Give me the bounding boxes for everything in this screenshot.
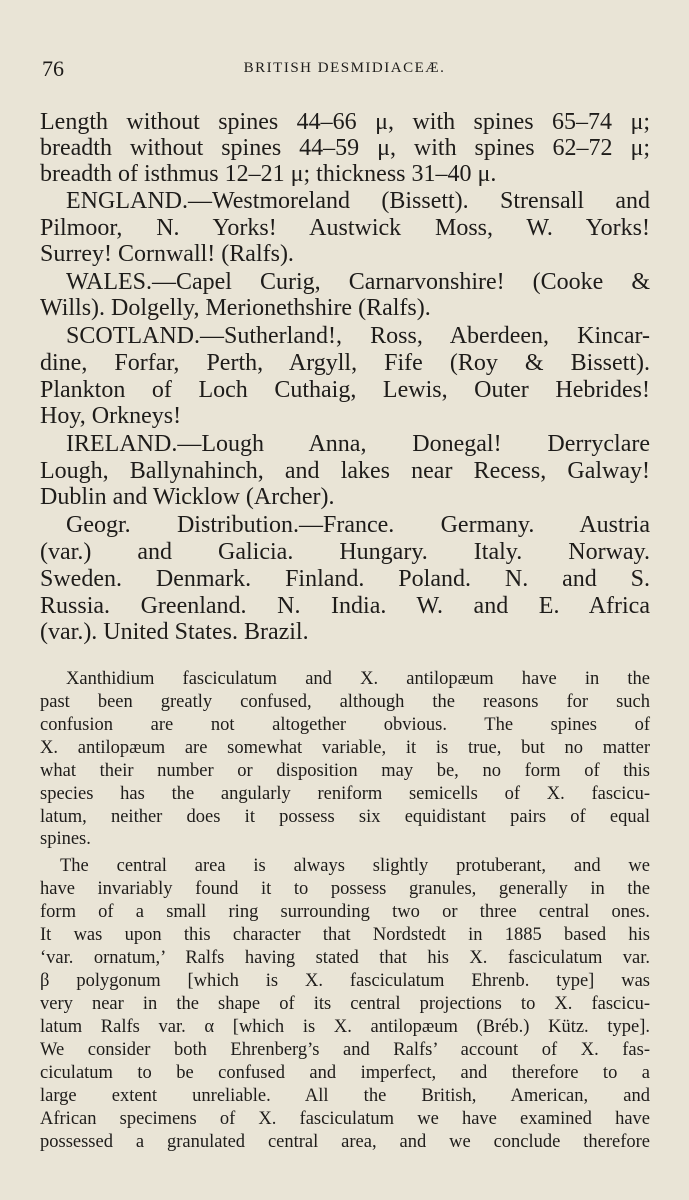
text-line: dine, Forfar, Perth, Argyll, Fife (Roy & Bissett). [40, 350, 650, 376]
text-line: IRELAND.—Lough Anna, Donegal! Derryclare [66, 431, 650, 457]
text-line: past been greatly confused, although the reasons for such [40, 692, 650, 712]
text-line: very near in the shape of its central projections to X. fascicu- [40, 994, 650, 1014]
page-header [0, 56, 689, 84]
text-line: possessed a granulated central area, and we conclude therefore [40, 1132, 650, 1152]
text-line: Surrey! Cornwall! (Ralfs). [40, 241, 294, 267]
text-line: latum, neither does it possess six equidistant pairs of equal [40, 807, 650, 827]
text-line: Russia. Greenland. N. India. W. and E. Africa [40, 593, 650, 619]
text-line: (var.) and Galicia. Hungary. Italy. Norway. [40, 539, 650, 565]
text-line: Geogr. Distribution.—France. Germany. Austria [66, 512, 650, 538]
page-number: 76 [42, 56, 64, 81]
text-line: WALES.—Capel Curig, Carnarvonshire! (Cooke & [66, 269, 650, 295]
text-line: what their number or disposition may be, no form of this [40, 761, 650, 781]
text-line: Wills). Dolgelly, Merionethshire (Ralfs). [40, 295, 431, 321]
text-line: breadth of isthmus 12–21 μ; thickness 31–40 μ. [40, 161, 497, 187]
text-line: Plankton of Loch Cuthaig, Lewis, Outer Hebrides! [40, 377, 650, 403]
text-line: Length without spines 44–66 μ, with spines 65–74 μ; [40, 109, 650, 135]
text-line: Sweden. Denmark. Finland. Poland. N. and S. [40, 566, 650, 592]
text-line: Lough, Ballynahinch, and lakes near Recess, Galway! [40, 458, 650, 484]
text-line: confusion are not altogether obvious. The spines of [40, 715, 650, 735]
text-line: Xanthidium fasciculatum and X. antilopæum have in the [66, 669, 650, 689]
text-line: African specimens of X. fasciculatum we have examined have [40, 1109, 650, 1129]
text-line: We consider both Ehrenberg’s and Ralfs’ account of X. fas- [40, 1040, 650, 1060]
text-line: ciculatum to be confused and imperfect, and therefore to a [40, 1063, 650, 1083]
text-line: spines. [40, 829, 91, 849]
text-line: latum Ralfs var. α [which is X. antilopæum (Bréb.) Kütz. type]. [40, 1017, 650, 1037]
text-line: Dublin and Wicklow (Archer). [40, 484, 335, 510]
text-line: ENGLAND.—Westmoreland (Bissett). Strensall and [66, 188, 650, 214]
running-head: BRITISH DESMIDIACEÆ. [243, 60, 446, 76]
text-line: species has the angularly reniform semicells of X. fascicu- [40, 784, 650, 804]
text-line: form of a small ring surrounding two or three central ones. [40, 902, 650, 922]
text-line: Pilmoor, N. Yorks! Austwick Moss, W. Yorks! [40, 215, 650, 241]
text-line: (var.). United States. Brazil. [40, 619, 309, 645]
text-line: large extent unreliable. All the British, American, and [40, 1086, 650, 1106]
text-line: X. antilopæum are somewhat variable, it is true, but no matter [40, 738, 650, 758]
text-line: It was upon this character that Nordstedt in 1885 based his [40, 925, 650, 945]
text-line: SCOTLAND.—Sutherland!, Ross, Aberdeen, Kincar- [66, 323, 650, 349]
text-line: The central area is always slightly protuberant, and we [60, 856, 650, 876]
text-line: β polygonum [which is X. fasciculatum Ehrenb. type] was [40, 971, 650, 991]
text-line: Hoy, Orkneys! [40, 403, 182, 429]
text-line: ‘var. ornatum,’ Ralfs having stated that his X. fasciculatum var. [40, 948, 650, 968]
text-line: breadth without spines 44–59 μ, with spines 62–72 μ; [40, 135, 650, 161]
text-line: have invariably found it to possess granules, generally in the [40, 879, 650, 899]
